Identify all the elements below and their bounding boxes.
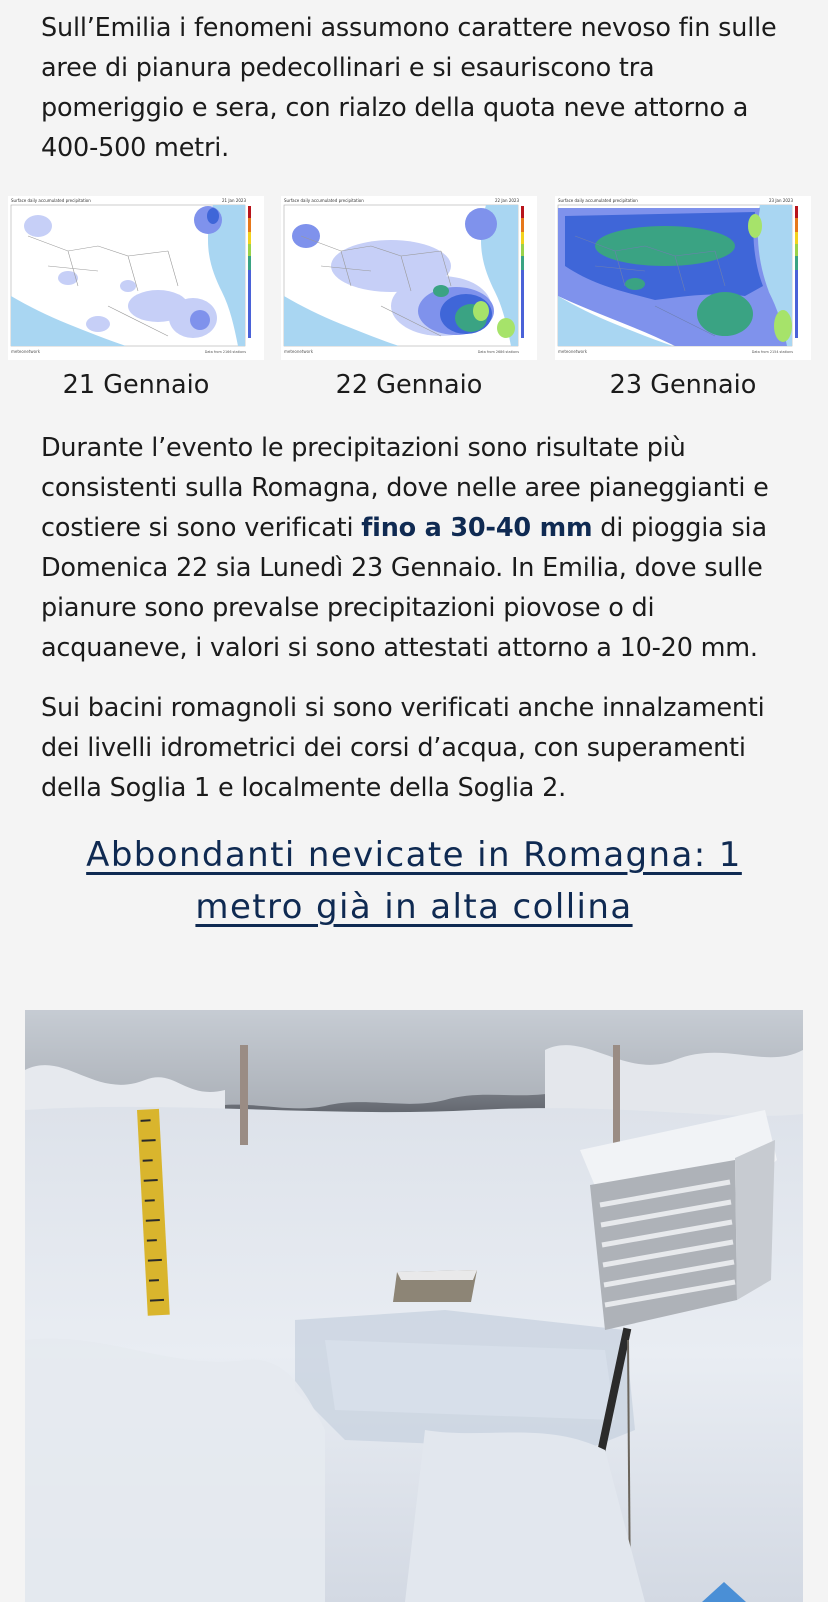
- precipitation-map-23-jan[interactable]: [555, 196, 811, 360]
- paragraph-text: Durante l’evento le precipitazioni sono risultate più consistenti sulla Romagna, dove nelle aree pianeggianti e costiere si sono verificati: [41, 433, 769, 543]
- paragraph-river-levels: Sui bacini romagnoli si sono verificati anche innalzamenti dei livelli idrometrici dei corsi d’acqua, con superamenti della Soglia 1 e localmente della Soglia 2.: [41, 693, 765, 803]
- map-brand: meteonetwork: [284, 349, 314, 354]
- map-graphic: [281, 196, 537, 360]
- snow-photo[interactable]: [25, 1010, 803, 1602]
- map-brand: meteonetwork: [558, 349, 588, 354]
- map-footer: Data from 2686 stations: [477, 350, 519, 354]
- map-footer: Data from 2154 stations: [751, 350, 793, 354]
- map-caption: 23 Gennaio: [609, 370, 757, 400]
- paragraph-precipitation-romagna: [41, 428, 791, 668]
- map-date: 23 Jan 2023: [769, 198, 793, 203]
- map-graphic: [555, 196, 811, 360]
- paragraph-text: di pioggia sia Domenica 22 sia Lunedì 23 Gennaio. In Emilia, dove sulle pianure sono prevalse precipitazioni piovose o di acquaneve, i valori si sono attestati attorno a 10-20 mm.: [41, 513, 767, 663]
- chevron-up-icon[interactable]: [702, 1582, 746, 1602]
- precipitation-map-21-jan[interactable]: [8, 196, 264, 360]
- map-graphic: [8, 196, 264, 360]
- map-title: Surface daily accumulated precipitation: [558, 198, 638, 203]
- map-footer: Data from 2166 stations: [204, 350, 246, 354]
- map-caption: 22 Gennaio: [335, 370, 483, 400]
- map-brand: meteonetwork: [11, 349, 41, 354]
- snow-photo-graphic: [25, 1010, 803, 1602]
- map-date: 21 Jan 2023: [222, 198, 246, 203]
- map-caption: 21 Gennaio: [62, 370, 210, 400]
- section-heading-link[interactable]: Abbondanti nevicate in Romagna: 1 metro già in alta collina: [86, 835, 742, 927]
- map-title: Surface daily accumulated precipitation: [11, 198, 91, 203]
- map-title: Surface daily accumulated precipitation: [284, 198, 364, 203]
- map-date: 22 Jan 2023: [495, 198, 519, 203]
- paragraph-snow-emilia: Sull’Emilia i fenomeni assumono carattere nevoso fin sulle aree di pianura pedecollinari e si esauriscono tra pomeriggio e sera, con rialzo della quota neve attorno a 400-500 metri.: [41, 13, 777, 163]
- precipitation-map-22-jan[interactable]: [281, 196, 537, 360]
- highlight-amount: fino a 30-40 mm: [361, 513, 593, 543]
